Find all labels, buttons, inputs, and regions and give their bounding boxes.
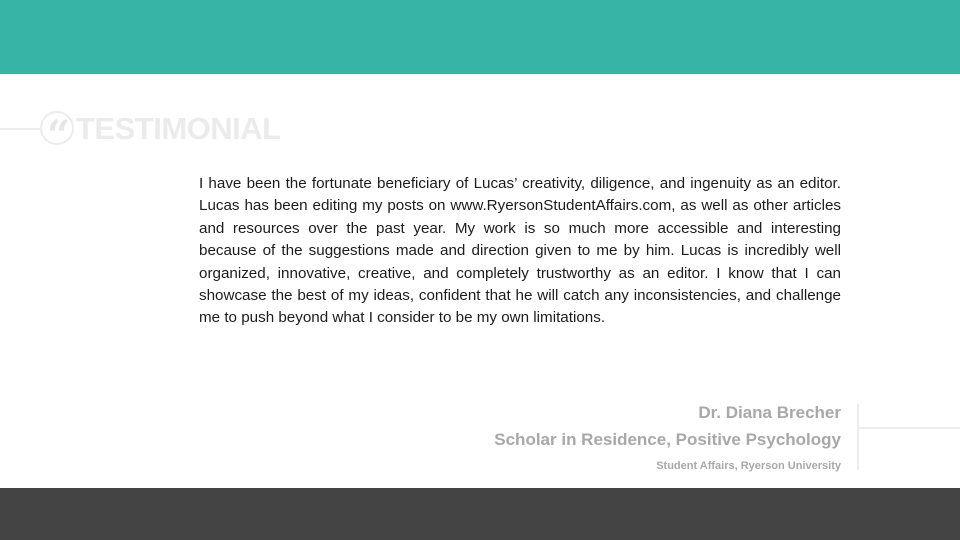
testimonial-heading: TESTIMONIAL [76, 111, 281, 146]
quote-mark-icon: “ [40, 111, 74, 145]
testimonial-body: I have been the fortunate beneficiary of Lucas’ creativity, diligence, and ingenuity as an editor. Lucas has been editing my posts on www.RyersonStudentAffairs.com, as well as other articles and resources over the past year. My work is so much more accessible and interesting because of the suggestions made and direction given to me by him. Lucas is incredibly well organized, innovative, creative, and completely trustworthy as an editor. I know that I can showcase the best of my ideas, confident that he will catch any inconsistencies, and challenge me to push beyond what I consider to be my own limitations. [199, 175, 841, 327]
attribution-horizontal-line [857, 427, 960, 429]
bottom-color-band [0, 488, 960, 540]
attribution-block [494, 402, 841, 473]
attribution-name: Dr. Diana Brecher [698, 403, 841, 422]
attribution-vertical-line [857, 404, 859, 470]
attribution-title: Scholar in Residence, Positive Psychology [494, 430, 841, 449]
heading-divider-line [0, 128, 42, 130]
attribution-organization: Student Affairs, Ryerson University [656, 460, 841, 472]
top-color-band [0, 0, 960, 74]
